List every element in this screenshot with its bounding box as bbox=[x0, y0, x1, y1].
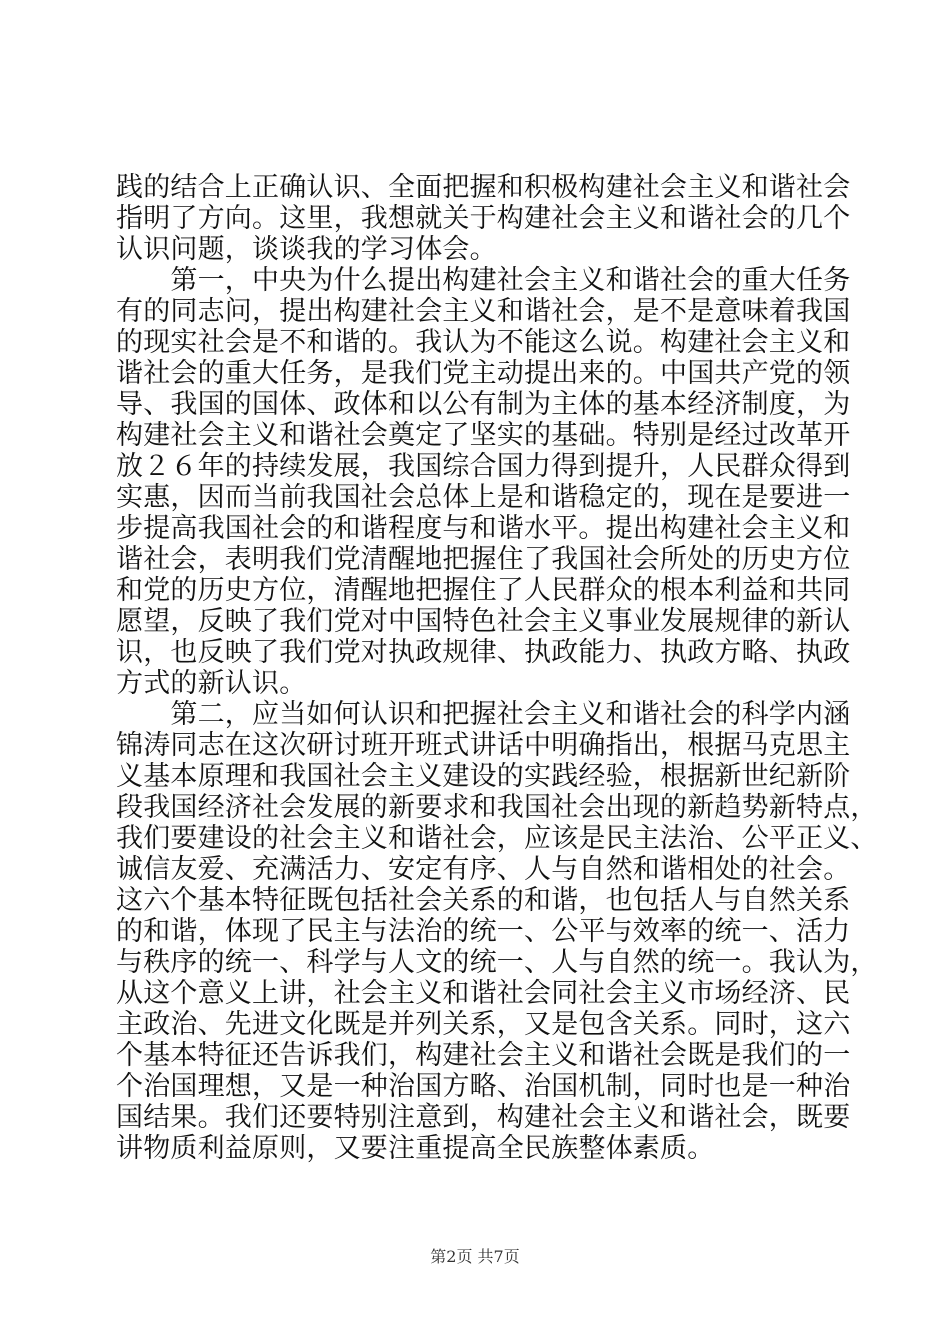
text-line: 段我国经济社会发展的新要求和我国社会出现的新趋势新特点， bbox=[116, 792, 878, 823]
text-line: 的和谐，体现了民主与法治的统一、公平与效率的统一、活力 bbox=[116, 916, 851, 947]
document-body bbox=[116, 172, 878, 1164]
text-line: 认识问题，谈谈我的学习体会。 bbox=[116, 234, 497, 265]
text-line: 第二，应当如何认识和把握社会主义和谐社会的科学内涵 bbox=[116, 699, 851, 730]
text-line: 锦涛同志在这次研讨班开班式讲话中明确指出，根据马克思主 bbox=[116, 730, 851, 761]
text-line: 导、我国的国体、政体和以公有制为主体的基本经济制度，为 bbox=[116, 389, 851, 420]
text-line: 诚信友爱、充满活力、安定有序、人与自然和谐相处的社会。 bbox=[116, 854, 851, 885]
text-line: 谐社会，表明我们党清醒地把握住了我国社会所处的历史方位 bbox=[116, 544, 851, 575]
text-line: 构建社会主义和谐社会奠定了坚实的基础。特别是经过改革开 bbox=[116, 420, 851, 451]
text-line: 的现实社会是不和谐的。我认为不能这么说。构建社会主义和 bbox=[116, 327, 851, 358]
text-line: 主政治、先进文化既是并列关系，又是包含关系。同时，这六 bbox=[116, 1009, 851, 1040]
text-line: 识，也反映了我们党对执政规律、执政能力、执政方略、执政 bbox=[116, 637, 851, 668]
text-line: 有的同志问，提出构建社会主义和谐社会，是不是意味着我国 bbox=[116, 296, 851, 327]
text-line: 讲物质利益原则，又要注重提高全民族整体素质。 bbox=[116, 1133, 715, 1164]
text-line: 践的结合上正确认识、全面把握和积极构建社会主义和谐社会 bbox=[116, 172, 851, 203]
text-line: 我们要建设的社会主义和谐社会，应该是民主法治、公平正义、 bbox=[116, 823, 878, 854]
page-footer: 第2页 共7页 bbox=[430, 1247, 520, 1266]
text-line: 方式的新认识。 bbox=[116, 668, 307, 699]
text-line: 个治国理想，又是一种治国方略、治国机制，同时也是一种治 bbox=[116, 1071, 851, 1102]
text-line: 实惠，因而当前我国社会总体上是和谐稳定的，现在是要进一 bbox=[116, 482, 851, 513]
text-line: 国结果。我们还要特别注意到，构建社会主义和谐社会，既要 bbox=[116, 1102, 851, 1133]
text-line: 步提高我国社会的和谐程度与和谐水平。提出构建社会主义和 bbox=[116, 513, 851, 544]
text-line: 谐社会的重大任务，是我们党主动提出来的。中国共产党的领 bbox=[116, 358, 851, 389]
text-line: 与秩序的统一、科学与人文的统一、人与自然的统一。我认为， bbox=[116, 947, 878, 978]
text-line: 和党的历史方位，清醒地把握住了人民群众的根本利益和共同 bbox=[116, 575, 851, 606]
text-line: 义基本原理和我国社会主义建设的实践经验，根据新世纪新阶 bbox=[116, 761, 851, 792]
text-line: 从这个意义上讲，社会主义和谐社会同社会主义市场经济、民 bbox=[116, 978, 851, 1009]
text-line: 指明了方向。这里，我想就关于构建社会主义和谐社会的几个 bbox=[116, 203, 851, 234]
text-line: 愿望，反映了我们党对中国特色社会主义事业发展规律的新认 bbox=[116, 606, 851, 637]
text-line: 个基本特征还告诉我们，构建社会主义和谐社会既是我们的一 bbox=[116, 1040, 851, 1071]
text-line: 第一，中央为什么提出构建社会主义和谐社会的重大任务 bbox=[116, 265, 851, 296]
text-line: 放２６年的持续发展，我国综合国力得到提升，人民群众得到 bbox=[116, 451, 851, 482]
text-line: 这六个基本特征既包括社会关系的和谐，也包括人与自然关系 bbox=[116, 885, 851, 916]
